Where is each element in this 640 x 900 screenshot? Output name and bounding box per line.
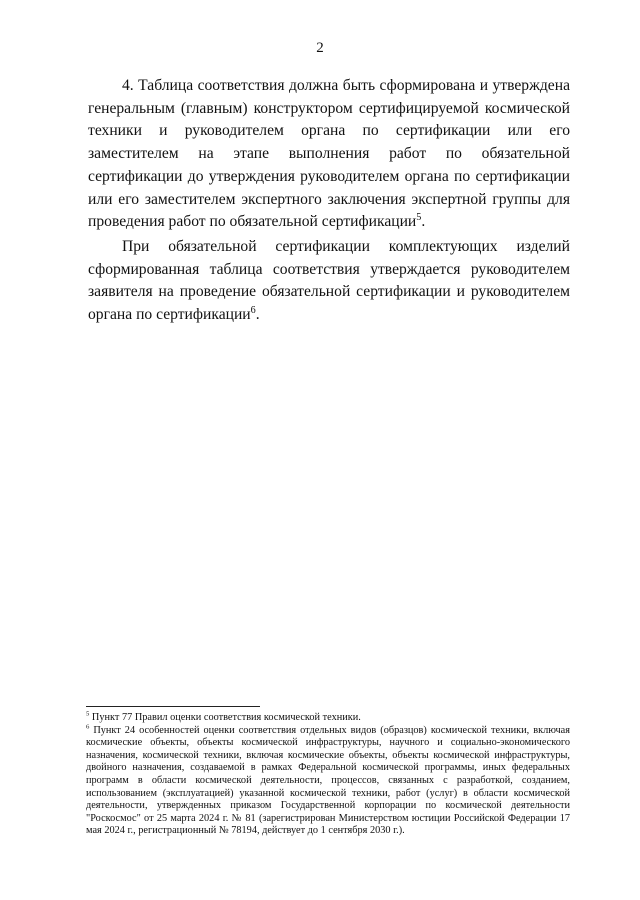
paragraph-table-of-compliance bbox=[88, 75, 570, 234]
paragraph-text: При обязательной сертификации комплектующих изделий сформированная таблица соответствия утверждается руководителем заявителя на проведение обязательной сертификации и руководителем органа по сертификации bbox=[88, 237, 570, 324]
paragraph-end: . bbox=[255, 306, 260, 324]
footnote-marker: 5 bbox=[86, 710, 90, 718]
paragraph-components-certification bbox=[88, 236, 570, 327]
footnote-separator bbox=[86, 706, 260, 707]
footnote-text: Пункт 77 Правил оценки соответствия космической техники. bbox=[89, 712, 361, 723]
paragraph-text: 4. Таблица соответствия должна быть сформирована и утверждена генеральным (главным) конструктором сертифицируемой космической техники и руководителем органа по сертификации или его заместителем на этапе выполнения работ по обязательной сертификации до утверждения руководителем органа по сертификации или его заместителем экспертного заключения экспертной группы для проведения работ по обязательной сертификации bbox=[88, 77, 570, 231]
footnote bbox=[86, 725, 570, 838]
footnote-text: Пункт 24 особенностей оценки соответствия отдельных видов (образцов) космической техники, включая космические объекты, объекты космической инфраструктуры, научного и социально-экономического назначения, космической техники, включая космические объекты, объекты космической инфраструктуры, двойного назначения, создаваемой в рамках Федеральной космической программы, иных федеральных программ в области космической деятельности, процессов, связанных с разработкой, созданием, использованием (эксплуатацией) указанной космической техники, работ (услуг) в области космической деятельности, утвержденных приказом Государственной корпорации по космической деятельности "Роскосмос" от 25 марта 2024 г. № 81 (зарегистрирован Министерством юстиции Российской Федерации 17 мая 2024 г., регистрационный № 78194, действует до 1 сентября 2030 г.). bbox=[86, 724, 570, 837]
footnote-reference: 6 bbox=[250, 304, 256, 316]
footnotes bbox=[86, 712, 570, 838]
document-body bbox=[88, 75, 570, 329]
paragraph-end: . bbox=[421, 213, 426, 231]
footnote-reference: 5 bbox=[416, 212, 422, 224]
footnote-marker: 6 bbox=[86, 723, 90, 731]
page-number: 2 bbox=[316, 40, 324, 56]
footnote bbox=[86, 712, 570, 725]
